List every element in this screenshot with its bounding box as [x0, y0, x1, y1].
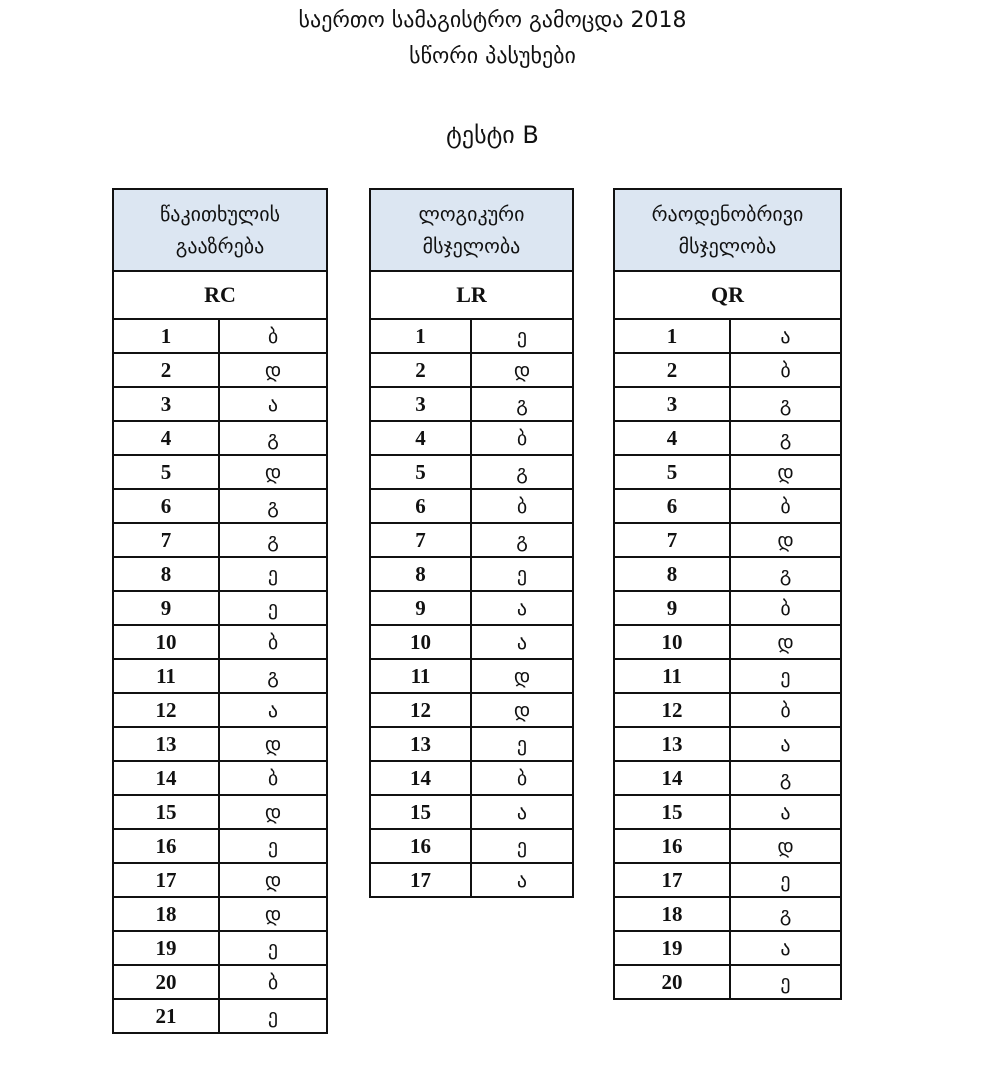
correct-answer: ა	[730, 795, 841, 829]
correct-answer: ბ	[730, 353, 841, 387]
section-code: LR	[370, 271, 573, 319]
answer-row	[113, 319, 327, 353]
answer-row	[113, 625, 327, 659]
question-number: 9	[370, 591, 471, 625]
correct-answer: ე	[471, 319, 573, 353]
section-code: QR	[614, 271, 841, 319]
answer-row	[113, 591, 327, 625]
correct-answer: ე	[730, 863, 841, 897]
answer-row	[614, 387, 841, 421]
correct-answer: ე	[219, 999, 327, 1033]
correct-answer: გ	[219, 523, 327, 557]
correct-answer: გ	[471, 523, 573, 557]
question-number: 16	[113, 829, 219, 863]
answer-row	[370, 659, 573, 693]
correct-answer: ბ	[730, 591, 841, 625]
correct-answer: ბ	[471, 761, 573, 795]
answer-row	[370, 421, 573, 455]
question-number: 11	[113, 659, 219, 693]
answer-row	[370, 795, 573, 829]
correct-answer: ე	[471, 829, 573, 863]
answer-row	[370, 523, 573, 557]
question-number: 13	[614, 727, 730, 761]
answer-row	[113, 965, 327, 999]
question-number: 15	[370, 795, 471, 829]
correct-answer: ე	[730, 965, 841, 999]
question-number: 8	[614, 557, 730, 591]
correct-answer: ა	[219, 387, 327, 421]
answer-row	[614, 795, 841, 829]
answer-row	[370, 693, 573, 727]
question-number: 19	[614, 931, 730, 965]
question-number: 6	[614, 489, 730, 523]
correct-answer: ე	[219, 829, 327, 863]
question-number: 1	[370, 319, 471, 353]
question-number: 6	[370, 489, 471, 523]
correct-answer: ე	[219, 591, 327, 625]
answer-row	[370, 591, 573, 625]
section-title-line1: წაკითხულის	[159, 202, 281, 226]
answer-row	[614, 591, 841, 625]
section-title-line2: მსჯელობა	[678, 234, 777, 258]
section-title-line2: მსჯელობა	[422, 234, 521, 258]
answer-row	[113, 693, 327, 727]
document-subtitle: სწორი პასუხები	[409, 44, 576, 69]
section-title	[113, 189, 327, 271]
question-number: 18	[113, 897, 219, 931]
answer-row	[614, 319, 841, 353]
answer-row	[113, 353, 327, 387]
correct-answer: ა	[471, 625, 573, 659]
question-number: 3	[370, 387, 471, 421]
correct-answer: გ	[471, 387, 573, 421]
answer-row	[113, 761, 327, 795]
question-number: 5	[614, 455, 730, 489]
correct-answer: ბ	[730, 489, 841, 523]
question-number: 2	[113, 353, 219, 387]
answer-rows	[113, 319, 327, 1033]
correct-answer: დ	[219, 795, 327, 829]
test-variant-label: ტესტი B	[446, 121, 539, 149]
answer-row	[370, 727, 573, 761]
answer-row	[614, 931, 841, 965]
question-number: 19	[113, 931, 219, 965]
question-number: 3	[113, 387, 219, 421]
answer-row	[370, 489, 573, 523]
question-number: 9	[614, 591, 730, 625]
question-number: 14	[370, 761, 471, 795]
correct-answer: გ	[730, 897, 841, 931]
question-number: 7	[370, 523, 471, 557]
question-number: 10	[370, 625, 471, 659]
answer-row	[370, 761, 573, 795]
answer-row	[370, 625, 573, 659]
answer-table-rc	[112, 188, 328, 1034]
correct-answer: დ	[219, 353, 327, 387]
question-number: 15	[113, 795, 219, 829]
answer-row	[370, 455, 573, 489]
section-title-line2: გააზრება	[175, 234, 265, 258]
section-code: RC	[113, 271, 327, 319]
question-number: 13	[370, 727, 471, 761]
answer-row	[614, 625, 841, 659]
question-number: 8	[370, 557, 471, 591]
answer-row	[370, 387, 573, 421]
correct-answer: დ	[471, 353, 573, 387]
correct-answer: ა	[471, 591, 573, 625]
question-number: 10	[614, 625, 730, 659]
correct-answer: ე	[219, 931, 327, 965]
answer-row	[113, 387, 327, 421]
answer-row	[370, 863, 573, 897]
correct-answer: გ	[219, 659, 327, 693]
question-number: 7	[614, 523, 730, 557]
correct-answer: ბ	[219, 625, 327, 659]
correct-answer: დ	[219, 727, 327, 761]
answer-row	[113, 659, 327, 693]
answer-row	[614, 693, 841, 727]
answer-row	[614, 965, 841, 999]
answer-row	[113, 557, 327, 591]
answer-row	[113, 829, 327, 863]
question-number: 5	[113, 455, 219, 489]
correct-answer: გ	[219, 421, 327, 455]
question-number: 15	[614, 795, 730, 829]
question-number: 1	[113, 319, 219, 353]
correct-answer: ა	[219, 693, 327, 727]
correct-answer: დ	[219, 897, 327, 931]
correct-answer: ა	[730, 727, 841, 761]
correct-answer: ა	[471, 863, 573, 897]
correct-answer: ა	[471, 795, 573, 829]
answer-row	[113, 999, 327, 1033]
question-number: 20	[614, 965, 730, 999]
answer-rows	[370, 319, 573, 897]
question-number: 8	[113, 557, 219, 591]
answer-row	[614, 727, 841, 761]
question-number: 5	[370, 455, 471, 489]
correct-answer: დ	[730, 523, 841, 557]
correct-answer: დ	[219, 863, 327, 897]
answer-row	[113, 523, 327, 557]
correct-answer: ე	[730, 659, 841, 693]
answer-row	[370, 353, 573, 387]
question-number: 6	[113, 489, 219, 523]
answer-row	[113, 863, 327, 897]
correct-answer: დ	[219, 455, 327, 489]
answer-table-lr	[369, 188, 574, 898]
correct-answer: ბ	[219, 965, 327, 999]
question-number: 12	[113, 693, 219, 727]
answer-row	[113, 795, 327, 829]
answer-row	[614, 761, 841, 795]
correct-answer: დ	[471, 693, 573, 727]
question-number: 20	[113, 965, 219, 999]
question-number: 14	[113, 761, 219, 795]
section-title-line1: ლოგიკური	[418, 202, 525, 226]
question-number: 1	[614, 319, 730, 353]
question-number: 18	[614, 897, 730, 931]
section-title	[614, 189, 841, 271]
section-title-line1: რაოდენობრივი	[651, 202, 804, 226]
question-number: 12	[614, 693, 730, 727]
document-title: საერთო სამაგისტრო გამოცდა 2018	[298, 8, 687, 33]
correct-answer: ბ	[219, 319, 327, 353]
question-number: 17	[113, 863, 219, 897]
question-number: 11	[614, 659, 730, 693]
question-number: 10	[113, 625, 219, 659]
correct-answer: გ	[730, 557, 841, 591]
question-number: 13	[113, 727, 219, 761]
answer-row	[614, 455, 841, 489]
correct-answer: გ	[730, 387, 841, 421]
answer-row	[113, 421, 327, 455]
answer-row	[113, 455, 327, 489]
correct-answer: ა	[730, 931, 841, 965]
answer-row	[614, 557, 841, 591]
section-title	[370, 189, 573, 271]
question-number: 14	[614, 761, 730, 795]
correct-answer: ბ	[730, 693, 841, 727]
correct-answer: ე	[471, 557, 573, 591]
correct-answer: ა	[730, 319, 841, 353]
question-number: 9	[113, 591, 219, 625]
answer-row	[614, 421, 841, 455]
answer-table-qr	[613, 188, 842, 1000]
question-number: 4	[370, 421, 471, 455]
correct-answer: ბ	[219, 761, 327, 795]
question-number: 11	[370, 659, 471, 693]
correct-answer: ბ	[471, 489, 573, 523]
question-number: 17	[614, 863, 730, 897]
answer-row	[614, 659, 841, 693]
question-number: 12	[370, 693, 471, 727]
question-number: 7	[113, 523, 219, 557]
answer-row	[113, 489, 327, 523]
answer-row	[614, 863, 841, 897]
correct-answer: გ	[219, 489, 327, 523]
question-number: 2	[614, 353, 730, 387]
question-number: 2	[370, 353, 471, 387]
correct-answer: დ	[730, 625, 841, 659]
question-number: 21	[113, 999, 219, 1033]
question-number: 3	[614, 387, 730, 421]
correct-answer: ე	[219, 557, 327, 591]
answer-row	[370, 319, 573, 353]
question-number: 4	[614, 421, 730, 455]
correct-answer: გ	[471, 455, 573, 489]
question-number: 16	[614, 829, 730, 863]
correct-answer: დ	[730, 455, 841, 489]
answer-row	[370, 829, 573, 863]
answer-row	[113, 931, 327, 965]
answer-row	[614, 489, 841, 523]
answer-row	[614, 829, 841, 863]
answer-rows	[614, 319, 841, 999]
correct-answer: დ	[471, 659, 573, 693]
answer-row	[113, 727, 327, 761]
answer-row	[614, 353, 841, 387]
question-number: 17	[370, 863, 471, 897]
correct-answer: ე	[471, 727, 573, 761]
correct-answer: გ	[730, 421, 841, 455]
correct-answer: გ	[730, 761, 841, 795]
answer-row	[614, 523, 841, 557]
answer-row	[113, 897, 327, 931]
correct-answer: ბ	[471, 421, 573, 455]
question-number: 4	[113, 421, 219, 455]
answer-row	[614, 897, 841, 931]
question-number: 16	[370, 829, 471, 863]
answer-row	[370, 557, 573, 591]
correct-answer: დ	[730, 829, 841, 863]
